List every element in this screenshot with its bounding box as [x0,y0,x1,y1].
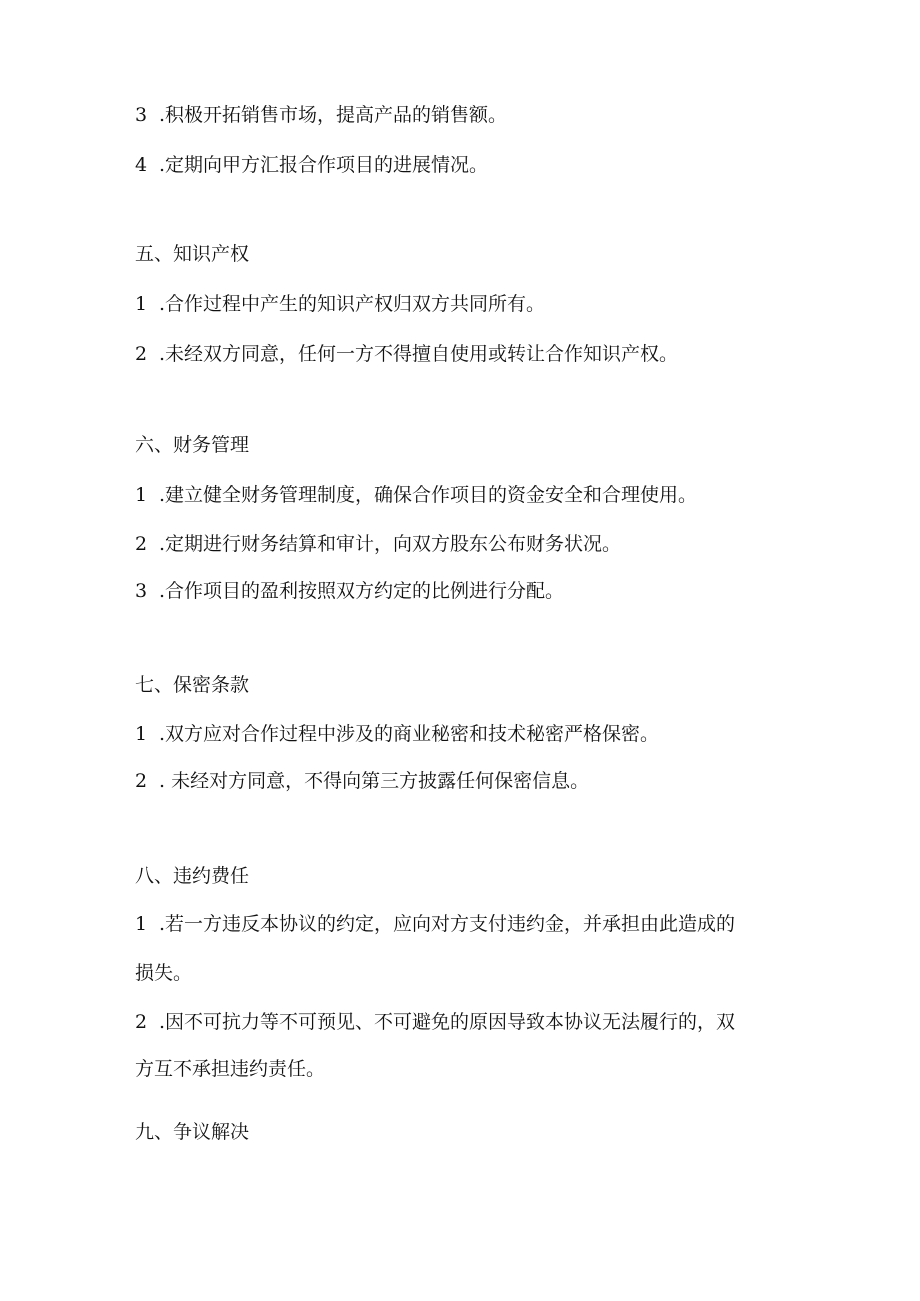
clause-number: 2 [135,533,148,555]
clause-text: . 未经对方同意，不得向第三方披露任何保密信息。 [159,770,590,792]
clause-number: 1 [135,913,148,935]
clause-item [135,532,621,556]
clause-number: 2 [135,770,148,792]
clause-number: 3 [135,104,148,126]
clause-number: 2 [135,343,148,365]
clause-number: 2 [135,1011,148,1033]
clause-item [135,912,735,936]
clause-text: .定期向甲方汇报合作项目的进展情况。 [159,154,489,176]
clause-item [135,769,589,793]
clause-text: .积极开拓销售市场，提高产品的销售额。 [159,104,508,126]
clause-number: 1 [135,293,148,315]
clause-continuation: 方互不承担违约责任。 [135,1058,326,1080]
clause-text: .建立健全财务管理制度，确保合作项目的资金安全和合理使用。 [159,484,698,506]
clause-item [135,103,507,127]
section-heading: 五、知识产权 [135,243,250,265]
clause-text: .若一方违反本协议的约定，应向对方支付违约金，并承担由此造成的 [159,913,736,935]
clause-text: .未经双方同意，任何一方不得擅自使用或转让合作知识产权。 [159,343,679,365]
section-heading: 九、争议解决 [135,1121,250,1143]
clause-continuation: 损失。 [135,962,193,984]
clause-item [135,722,659,746]
clause-item [135,483,697,507]
clause-number: 1 [135,723,148,745]
section-heading: 六、财务管理 [135,434,250,456]
clause-text: .因不可抗力等不可预见、不可避免的原因导致本协议无法履行的，双 [159,1011,736,1033]
section-heading: 八、违约费任 [135,865,250,887]
section-heading: 七、保密条款 [135,674,250,696]
clause-text: .合作过程中产生的知识产权归双方共同所有。 [159,293,546,315]
clause-text: .双方应对合作过程中涉及的商业秘密和技术秘密严格保密。 [159,723,660,745]
clause-item [135,342,678,366]
clause-text: .合作项目的盈利按照双方约定的比例进行分配。 [159,580,565,602]
clause-item [135,153,488,177]
clause-number: 4 [135,154,148,176]
clause-item [135,1010,735,1034]
clause-number: 1 [135,484,148,506]
clause-item [135,579,564,603]
clause-item [135,292,545,316]
clause-text: .定期进行财务结算和审计，向双方股东公布财务状况。 [159,533,622,555]
clause-number: 3 [135,580,148,602]
